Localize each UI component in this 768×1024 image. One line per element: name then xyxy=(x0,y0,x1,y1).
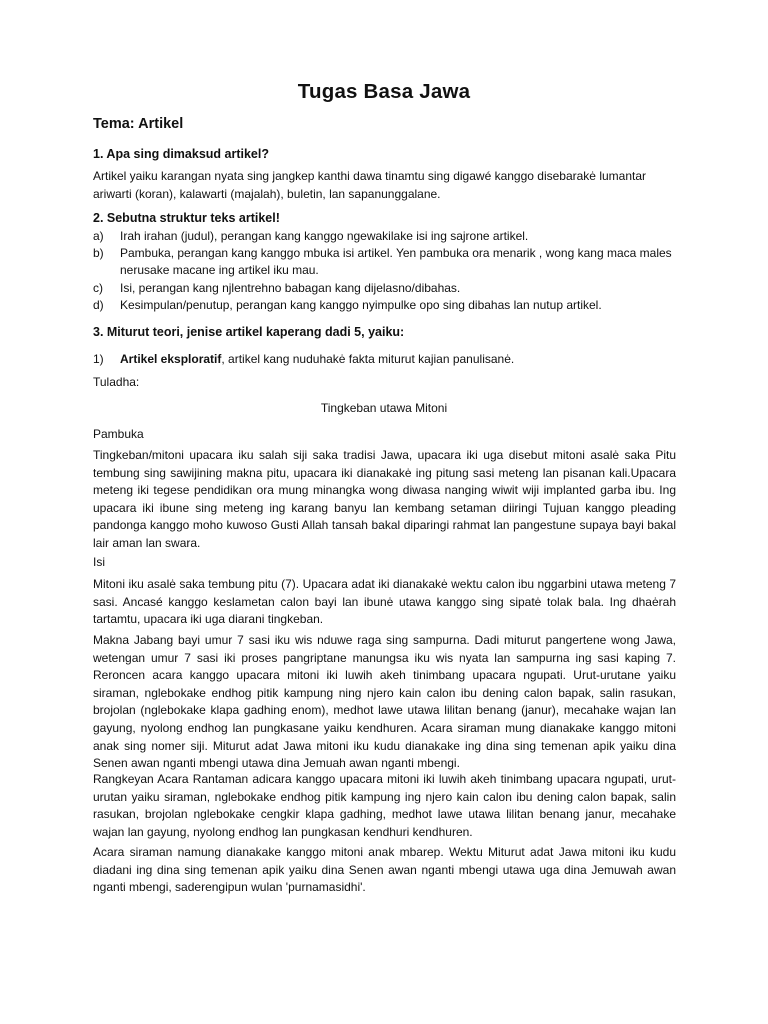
list-item-text: Irah irahan (judul), perangan kang kanggo ngewakilake isi ing sajrone artikel. xyxy=(120,229,529,243)
isi-paragraph-3: Rangkeyan Acara Rantaman adicara kanggo upacara mitoni iki luwih akeh tinimbang upacara ngupati, urut-urutan yaiku siraman, nglebokake endhog pitik kampung ing njero kain calon ibu dening calon bapak, salin rasukan, brojolan nglebokake cengkir klapa gadhing, medhot lawe utawa lilitan benang janur, mecahake wajan lan gayung, nyolong endhog lan pungkasan kendhuri kendhuren. xyxy=(93,772,676,839)
list-marker: b) xyxy=(93,246,104,261)
article-type-name: Artikel eksploratif xyxy=(120,352,222,366)
list-item xyxy=(93,297,683,314)
example-label: Tuladha: xyxy=(93,375,140,389)
isi-paragraph-2: Makna Jabang bayi umur 7 sasi iku wis nduwe raga sing sampurna. Dadi miturut pangertene wong Jawa, wetengan umur 7 sasi iki proses pangriptane manungsa iku wis nyata lan sampurna ing sasi kaping 7. Reroncen acara kanggo upacara mitoni iki luwih akeh tinimbang upacara ngupati. Urut-urutane yaiku siraman, nglebokake endhog pitik kampung ning njero kain calon ibu dening calon bapak, salin rasukan, brojolan (nglebokake klapa gadhing enom), medhot lawe utawa lilitan benang (janur), mecahake wajan lan gayung, nyolong endhog lan pungkasane yaiku kendhuren. Acara siraman mung dianakake kanggo mitoni anak sing nomer siji. Miturut adat Jawa mitoni iku kudu dianakake ing dina sing temenan apik yaiku dina Senen awan nganti mbengi utawa dina Jemuah awan nganti mbengi. xyxy=(93,633,676,771)
list-marker: c) xyxy=(93,280,103,295)
list-marker: d) xyxy=(93,297,104,312)
page-title: Tugas Basa Jawa xyxy=(297,80,471,103)
article-type-description: , artikel kang nuduhakė fakta miturut kajian panulisanė. xyxy=(221,352,515,366)
theme-heading: Tema: Artikel xyxy=(93,116,184,132)
question-1-answer: Artikel yaiku karangan nyata sing jangkep kanthi dawa tinamtu sing digawé kanggo disebarakė lumantar ariwarti (koran), kalawarti (majalah), buletin, lan sapanunggalane. xyxy=(93,169,647,201)
isi-label: Isi xyxy=(93,555,105,569)
question-3-heading: 3. Miturut teori, jenise artikel kaperang dadi 5, yaiku: xyxy=(93,325,405,339)
isi-paragraph-1: Mitoni iku asalė saka tembung pitu (7). Upacara adat iki dianakakė wektu calon ibu nggarbini utawa meteng 7 sasi. Ancasé kanggo keslametan calon bayi lan ibunė utawa kanggo sing sipatė tolak bala. Ing dhaėrah tartamtu, upacara iki uga diarani tingkeban. xyxy=(93,577,676,627)
list-item xyxy=(93,245,683,279)
article-types-list xyxy=(93,351,683,368)
list-item-text: Pambuka, perangan kang kanggo mbuka isi artikel. Yen pambuka ora menarik , wong kang maca males nerusake macane ing artikel iku mau. xyxy=(120,246,672,278)
question-1-heading: 1. Apa sing dimaksud artikel? xyxy=(93,147,269,161)
list-marker: 1) xyxy=(93,352,104,366)
isi-paragraph-4: Acara siraman namung dianakake kanggo mitoni anak mbarep. Wektu Miturut adat Jawa mitoni iku kudu diadani ing dina sing temenan apik yaiku dina Senen awan nganti mbengi utawa uga dina Jemuwah awan nganti mbengi, saderengipun wulan 'purnamasidhi'. xyxy=(93,845,676,895)
list-item xyxy=(93,351,683,368)
pambuka-paragraph: Tingkeban/mitoni upacara iku salah siji saka tradisi Jawa, upacara iki uga disebut mitoni asalė saka Pitu tembung sing sawijining makna pitu, upacara iki dianakakė ing pitung sasi meteng lan pisanan kali.Upacara meteng iki tegese pendidikan ora mung minangka wong diwasa nanging wiwit wiji implanted garba ibu. Ing upacara iki ibune sing meteng ing karang banyu lan kembang setaman diiringi Tujuan kanggo pleading pandonga kanggo moho kuwoso Gusti Allah tansah bakal diparingi rahmat lan pangestune supaya bayi bakal lair aman lan swara. xyxy=(93,448,676,550)
pambuka-label: Pambuka xyxy=(93,427,144,441)
list-item xyxy=(93,280,683,297)
list-item xyxy=(93,228,683,245)
list-marker: a) xyxy=(93,229,104,243)
list-item-text: Isi, perangan kang njlentrehno babagan kang dijelasno/dibahas. xyxy=(120,280,461,295)
list-item-text: Kesimpulan/penutup, perangan kang kanggo nyimpulke opo sing dibahas lan nutup artikel. xyxy=(120,297,602,312)
question-2-heading: 2. Sebutna struktur teks artikel! xyxy=(93,211,280,225)
example-title: Tingkeban utawa Mitoni xyxy=(320,401,448,415)
structure-list xyxy=(93,228,683,314)
